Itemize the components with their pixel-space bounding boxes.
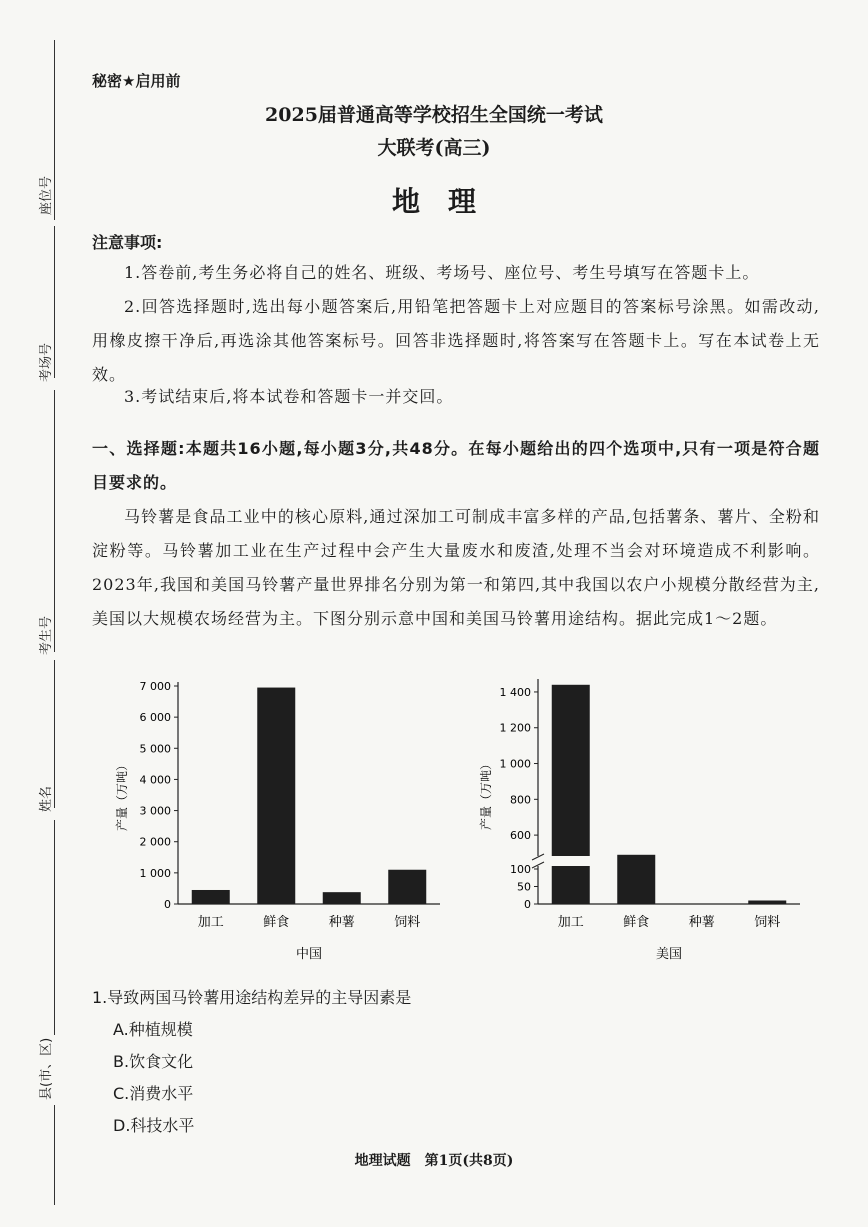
y-tick-label: 4 000: [139, 773, 171, 787]
county-label: 县(市、区): [39, 1037, 54, 1100]
y-tick-label: 0: [524, 898, 531, 911]
y-tick-label: 100: [510, 863, 531, 876]
axis-break-gap: [532, 856, 595, 866]
bar: [388, 870, 426, 904]
bar: [748, 901, 786, 905]
y-tick-label: 1 000: [139, 866, 171, 880]
category-label: 饲料: [754, 915, 781, 930]
page-footer: 地理试题 第1页(共8页): [354, 1153, 514, 1169]
bar: [552, 685, 590, 904]
option-c: C.消费水平: [113, 1084, 194, 1103]
y-tick-label: 5 000: [139, 742, 171, 756]
chart-title: 中国: [295, 947, 323, 962]
y-tick-label: 800: [510, 793, 531, 807]
charts-figure: [100, 672, 800, 972]
y-tick-label: 1 400: [499, 685, 531, 699]
notes-heading: 注意事项:: [92, 233, 163, 252]
seat-number-label: 座位号: [39, 175, 54, 215]
side-divider: [54, 390, 55, 652]
bar: [323, 892, 361, 904]
note-item: 1.答卷前,考生务必将自己的姓名、班级、考场号、座位号、考生号填写在答题卡上。: [124, 263, 760, 282]
name-label: 姓名: [39, 785, 54, 812]
y-tick-label: 7 000: [139, 680, 171, 693]
y-tick-label: 1 200: [499, 721, 531, 735]
option-d: D.科技水平: [113, 1116, 195, 1135]
exam-room-label: 考场号: [39, 342, 54, 382]
category-label: 加工: [557, 915, 584, 930]
option-a: A.种植规模: [113, 1020, 193, 1039]
y-tick-label: 1 000: [499, 757, 531, 771]
category-label: 种薯: [688, 915, 715, 930]
y-tick-label: 3 000: [139, 804, 171, 818]
bar: [257, 688, 295, 904]
y-axis-label: 产量（万吨）: [479, 757, 493, 831]
category-label: 鲜食: [263, 915, 290, 930]
exam-subtitle: 大联考(高三): [377, 137, 491, 159]
usa-chart: [478, 679, 800, 962]
side-divider: [54, 820, 55, 1035]
section-heading: 一、选择题:本题共16小题,每小题3分,共48分。在每小题给出的四个选项中,只有一项是符合题目要求的。: [92, 439, 820, 492]
passage-text: 马铃薯是食品工业中的核心原料,通过深加工可制成丰富多样的产品,包括薯条、薯片、全粉和淀粉等。马铃薯加工业在生产过程中会产生大量废水和废渣,处理不当会对环境造成不利影响。2023年,我国和美国马铃薯产量世界排名分别为第一和第四,其中我国以农户小规模分散经营为主,美国以大规模农场经营为主。下图分别示意中国和美国马铃薯用途结构。据此完成1～2题。: [92, 507, 820, 628]
y-axis-label: 产量（万吨）: [115, 758, 129, 832]
china-chart: [114, 680, 440, 962]
category-label: 饲料: [394, 915, 421, 930]
y-tick-label: 600: [510, 829, 531, 843]
note-item: 2.回答选择题时,选出每小题答案后,用铅笔把答题卡上对应题目的答案标号涂黑。如需改动,用橡皮擦干净后,再选涂其他答案标号。回答非选择题时,将答案写在答题卡上。写在本试卷上无效。: [92, 297, 820, 384]
y-tick-label: 6 000: [139, 711, 171, 725]
note-item: 3.考试结束后,将本试卷和答题卡一并交回。: [124, 387, 454, 406]
exam-title: 2025届普通高等学校招生全国统一考试: [265, 104, 603, 126]
option-b: B.饮食文化: [113, 1052, 194, 1071]
candidate-number-label: 考生号: [39, 615, 54, 655]
category-label: 鲜食: [623, 915, 650, 930]
category-label: 加工: [197, 915, 224, 930]
side-divider: [54, 226, 55, 378]
bar: [617, 855, 655, 904]
y-tick-label: 0: [164, 898, 171, 911]
question-stem: 1.导致两国马铃薯用途结构差异的主导因素是: [92, 988, 412, 1007]
subject-title: 地 理: [391, 185, 476, 218]
chart-title: 美国: [655, 947, 683, 962]
side-divider: [54, 660, 55, 808]
bar: [192, 890, 230, 904]
y-tick-label: 2 000: [139, 835, 171, 849]
y-tick-label: 50: [517, 880, 531, 894]
confidential-mark: 秘密★启用前: [92, 72, 181, 90]
category-label: 种薯: [328, 915, 355, 930]
